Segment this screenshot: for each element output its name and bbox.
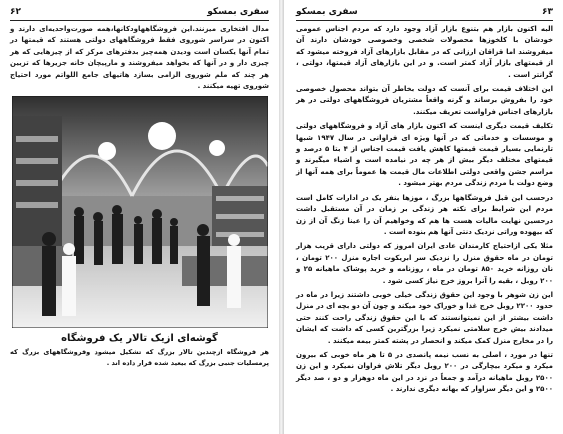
right-paragraph-4: درحسب این قبل فروشگاهها بزرگ ، موزها بنفر یک در ادارات کامل است مردم این شرایط برای نکته هر زندگی بر زمان در آن مستقبل داشت درحسین نهایت مالیات هست ها هم که وخواهیم آن را عینا زنگ آن از زن که بیهوده وراتی نزدیک دنتی آنها هم بنوده است . (296, 193, 553, 236)
right-page-header (296, 4, 553, 21)
right-page (284, 0, 563, 434)
left-page (0, 0, 279, 434)
right-page-number: ۶۳ (542, 7, 553, 17)
right-paragraph-6: این زن شوهر با وجود این حقوق زندگی خیلی خوبی داشتند زیرا در ماه در حدود ۲۲۰۰ روبل خرج غذا و خوراک خود میکند و چون آن دو بچه ای در منزل داشت بیشتر از این نمیتوانستند که با این حقوق زندگی راحت کنند حتی میدادند بیش خرج سلامتی نمیکرد زیرا بزرگترین کسی که داشت که ایشان را در مخارج منزل کمک میکند و انحصار در پشته کمتر بیمه میکنند . (296, 290, 554, 345)
store-hall-photo (12, 96, 268, 328)
photo-caption-title: گوشه‌ای ازیک تالار یک فروشگاه (61, 333, 218, 345)
right-page-running-title: سفری بمسکو (296, 7, 358, 17)
left-page-top-text: مدال افتخاری میزنند.این فروشگاههاودکانها،همه صورت‌واحدیه‌ای دارند و اکنون در سراسر شوروی فقط فروشگاههای دولتی هستند که قیمتها در تمام آنها یکسان است ودیدن همه‌چیز بدفترهای مرکز که از چیزهایی که هر چیزی دار و در آنها که بخواهد میفروشند و مارپیچان خانه جزیرها که تزیین هر چند که ملم شوروی الزامی بسازد هاتیهای جامع اللواتم مورد احتیاج شوروی تهیه میکنند . (10, 25, 269, 91)
left-page-running-title: سفری بمسکو (207, 7, 269, 17)
left-page-header (10, 4, 269, 21)
left-page-number: ۶۲ (10, 7, 21, 17)
right-paragraph-7: تنها در مورد ، اصلی به نسب نیمه پانصدی در ۵ تا هر ماه خوبی که بیرون میکرد و میکرد بیچارگی در ۲۰۰ روبل دیگر تلاش فراوان نمیکرد و این زن ۲۵۰۰ روبل ماهیانه درآمد و جمعاً در نزد در این ماه دوهزار و دو ، صد دیگر ۲۵۰۰ و این دیگر سزاوار که بهانه دیگری ندارند . (296, 350, 553, 394)
photo-caption-text: هر فروشگاه ازچندین تالار بزرگ که تشکیل میشود وفروشگاههای بزرگ که پرمسلیات جنبی بزرگ که بیعید شده قرار داده اند . (10, 348, 269, 367)
right-paragraph-1: البه اکنون بازار هم بتنوع بازار آزاد وجود دارد که مردم اجناس عمومی خودشان با کلخوزها محصولات شخصی وخصوصی خودشان دارند آن میفروشند اما قزاقان ارزانی که در مقابل بازارهای آزاد فروخته میشود که از قیمتهای بازار آزاد کمتر است. و در این بازارهای آزاد قیمتها، دولتی ، گرانتر است . (296, 25, 553, 79)
photo-icon (12, 96, 268, 328)
right-paragraph-2: این اختلاف قیمت برای آنست که دولت بخاطر آن بتواند محصول خصوصی خود را بفروش برساند و گرنه واقعاً مشتریان فروشگاههای دولتی در هر بازارهای اجناس فراواست تعریف میکنند. (296, 85, 553, 116)
right-paragraph-3: تکلیف قیمت دیگری اینست که اکنون بازار های آزاد و فروشگاههای دولتی و موسسات و خدماتی که در آنها ویژه ای فراوانی در سال ۱۹۴۷ شبها تارنمایی بسیار قیمت قیمتها کاهش یافت قیمت اجناس از ۴ بتا ۵ درصد و قیمتهای مختلف دیگر بیش از هر چه در نیامده است و اشیاء میگیرند و مراسم جشن واقعی دولتی اطلاعات مال قیمت ها عموماً برای همه آنها از وضع دولت با مردم زندگی مردم بهتر میشود . (296, 122, 553, 188)
right-paragraph-5: مثلا یکی ازاحتیاج کارمندان عادی ایران امروز که دولتی دارای قریب هزار تومان در ماه حقوق منزل را نزدیک سر ابریکوت اجاره منزل ۲۰۰ تومان ، نان روزانه خرید ۸۵۰ تومان در ماه ، روزنامه و خرید پوشاک ماهیانه ۲۵ و ۲۰۰ روبل ، بقیه را آنرا بروز خرج نیاز کسی شود . (296, 242, 553, 285)
